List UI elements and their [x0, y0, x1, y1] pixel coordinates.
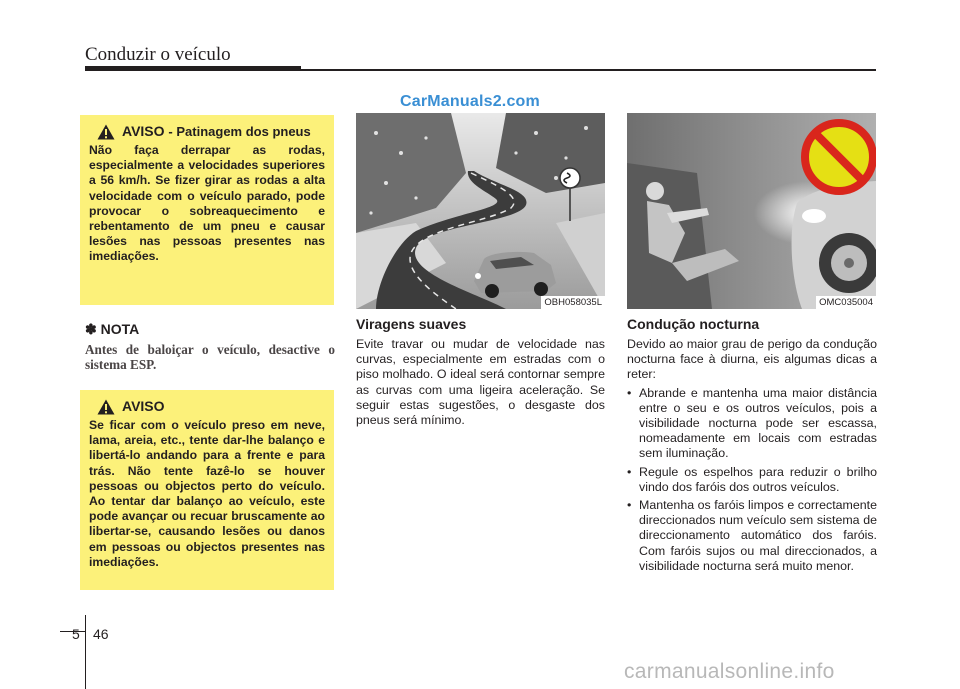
note-text: Antes de baloiçar o veículo, desactive o sistema ESP.: [85, 342, 335, 372]
section-text-night: [627, 337, 877, 574]
winding-road-illustration: [356, 113, 605, 309]
warning-triangle-icon: [97, 399, 115, 415]
warning-triangle-icon: [97, 124, 115, 140]
note-title: ✽ NOTA: [85, 321, 140, 337]
warning-title: AVISO: [122, 398, 165, 414]
section-title-curves: Viragens suaves: [356, 316, 467, 332]
warning-header: [97, 123, 325, 140]
list-item-text: Regule os espelhos para reduzir o brilho vindo dos faróis dos outros veículos.: [639, 464, 877, 494]
night-driving-illustration: [627, 113, 876, 309]
night-intro-text: Devido ao maior grau de perigo da condução nocturna face à diurna, eis algumas dicas a reter:: [627, 337, 877, 382]
warning-box-tyre-spin: [80, 115, 334, 305]
header-rule-thick: [85, 66, 301, 71]
warning-title-label: AVISO: [122, 123, 165, 139]
header-rule-thin: [301, 69, 876, 71]
bullet-dot: •: [627, 464, 632, 479]
watermark-top[interactable]: CarManuals2.com: [400, 93, 540, 110]
list-item: [627, 498, 877, 574]
section-title-night: Condução nocturna: [627, 316, 760, 332]
footer-vertical-rule: [85, 615, 86, 689]
warning-text: Não faça derrapar as rodas, especialmente a velocidades superiores a 56 km/h. Se fizer girar as rodas a alta velocidade com o veículo parado, pode provocar o sobreaquecimento e rebentamento de um pneu e causar lesões nas pessoas presentes nas imediações.: [89, 143, 325, 264]
page-number: 46: [93, 626, 109, 642]
section-text-curves: Evite travar ou mudar de velocidade nas curvas, especialmente em estradas com o piso molhado. O ideal será contornar sempre as curvas com uma ligeira aceleração. Se seguir estas sugestões, o desgaste dos pneus será mínimo.: [356, 337, 605, 428]
night-tips-list: [627, 386, 877, 574]
watermark-bottom[interactable]: carmanualsonline.info: [624, 660, 835, 683]
figure-code-label: OMC035004: [816, 296, 876, 309]
list-item-text: Mantenha os faróis limpos e correctamente direccionados num veículo sem sistema de direccionamento automático dos faróis. Com faróis sujos ou mal direccionados, a visibilidade nocturna será muito menor.: [639, 498, 877, 573]
prohibited-sign-icon: [805, 123, 873, 191]
bullet-dot: •: [627, 385, 632, 400]
bullet-dot: •: [627, 498, 632, 513]
figure-night-driving: [627, 113, 876, 309]
list-item-text: Abrande e mantenha uma maior distância entre o seu e os outros veículos, pois a visibilidade nocturna pode ser escassa, nomeadamente em locais com estradas sem iluminação.: [639, 385, 877, 461]
list-item: [627, 465, 877, 495]
oncoming-car: [792, 181, 876, 309]
warning-title: [122, 123, 311, 140]
warning-subtitle: - Patinagem dos pneus: [168, 124, 311, 139]
list-item: [627, 386, 877, 462]
figure-code-label: OBH058035L: [541, 296, 605, 309]
figure-winding-road: [356, 113, 605, 309]
warning-header: [97, 398, 325, 415]
warning-text: Se ficar com o veículo preso em neve, lama, areia, etc., tente dar-lhe balanço e libertá-lo andando para a frente e para trás. Não tente fazê-lo se houver pessoas ou objectos perto do veículo. Ao tentar dar balanço ao veículo, este pode avançar ou recuar bruscamente ao libertar-se, causando lesões ou danos em pessoas ou objectos presentes nas imediações.: [89, 418, 325, 569]
chapter-number: 5: [72, 626, 80, 642]
warning-box-stuck-vehicle: [80, 390, 334, 590]
page-header-title: Conduzir o veículo: [85, 44, 231, 65]
